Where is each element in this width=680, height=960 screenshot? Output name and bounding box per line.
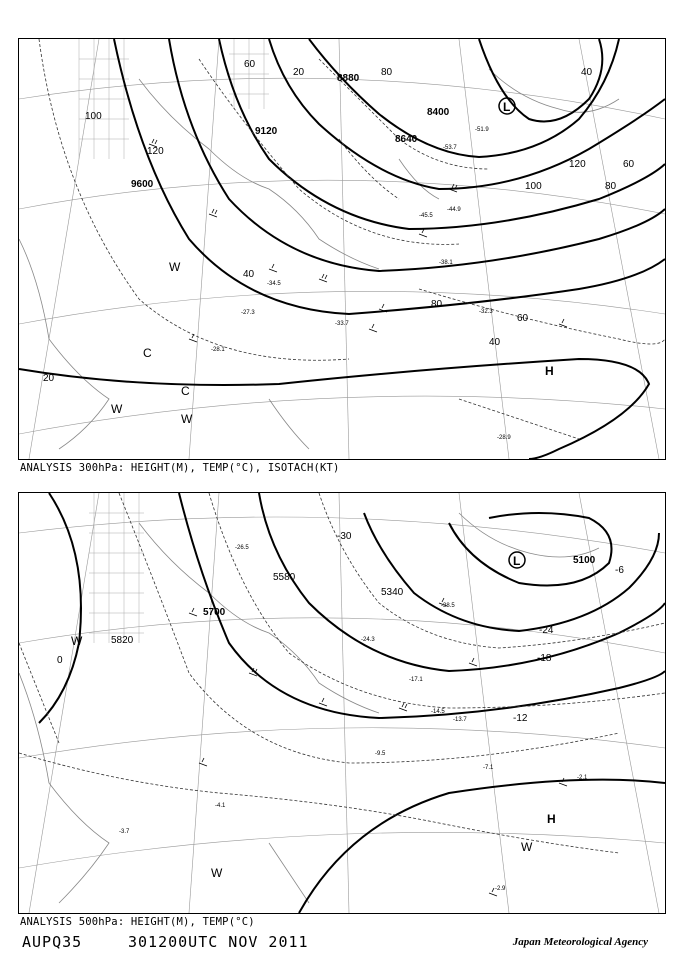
graticule-300 xyxy=(19,39,665,459)
isotach-label: 80 xyxy=(605,181,617,192)
warm-center-marker: W xyxy=(169,260,181,274)
station-temp: -3.7 xyxy=(119,829,130,835)
low-center-marker: L xyxy=(503,100,511,114)
warm-center-marker: W xyxy=(181,412,193,426)
station-temp: -14.5 xyxy=(431,709,445,715)
station-temp: -28.9 xyxy=(497,435,511,441)
agency-name: Japan Meteorological Agency xyxy=(512,936,648,948)
station-temp: -7.1 xyxy=(483,765,494,771)
height-label: 5820 xyxy=(111,635,134,646)
hatch-300 xyxy=(79,39,269,159)
cold-center-marker: C xyxy=(181,384,190,398)
station-temp: -9.5 xyxy=(375,751,386,757)
isotach-contours-300 xyxy=(39,39,665,439)
low-center-marker: L xyxy=(513,554,521,568)
temp-contour-label: -24 xyxy=(539,625,554,636)
station-temp: -53.7 xyxy=(443,145,457,151)
isotach-label: 120 xyxy=(147,146,164,157)
temp-contour-label: -12 xyxy=(513,713,528,724)
valid-time: 301200UTC NOV 2011 xyxy=(128,933,309,951)
height-label: 5700 xyxy=(203,607,226,618)
map-panel-300hpa xyxy=(18,38,666,460)
height-contours-300 xyxy=(19,39,665,459)
warm-center-marker: W xyxy=(111,402,123,416)
isotach-label: 60 xyxy=(517,313,529,324)
hatch-500 xyxy=(89,493,144,643)
station-temp: -2.1 xyxy=(577,775,588,781)
station-temp: -26.5 xyxy=(235,545,249,551)
height-label: 8400 xyxy=(427,107,450,118)
warm-center-marker: W xyxy=(521,840,533,854)
high-center-marker: H xyxy=(547,812,556,826)
isotach-label: 100 xyxy=(525,181,542,192)
graticule-500 xyxy=(19,493,665,913)
isotach-label: 40 xyxy=(581,67,593,78)
warm-center-marker: W xyxy=(211,866,223,880)
station-temp: -51.9 xyxy=(475,127,489,133)
height-label: 8640 xyxy=(395,134,418,145)
station-temp: -38.5 xyxy=(441,603,455,609)
isotach-label: 100 xyxy=(85,111,102,122)
station-temp: -28.1 xyxy=(211,347,225,353)
temp-contour-label: -30 xyxy=(337,531,352,542)
wind-barbs-500 xyxy=(189,598,567,896)
map-panel-500hpa xyxy=(18,492,666,914)
isotach-label: 120 xyxy=(569,159,586,170)
isotach-label: 80 xyxy=(431,299,443,310)
temp-contours-500 xyxy=(19,493,665,853)
temp-contour-label: -6 xyxy=(615,565,624,576)
isotach-label: 60 xyxy=(623,159,635,170)
station-temp: -4.1 xyxy=(215,803,226,809)
warm-center-marker: W xyxy=(71,634,83,648)
station-temp: -34.5 xyxy=(267,281,281,287)
temp-contour-label: -18 xyxy=(537,653,552,664)
station-temp: -24.3 xyxy=(361,637,375,643)
height-label: 8880 xyxy=(337,73,360,84)
isotach-label: 40 xyxy=(243,269,255,280)
height-label: 5580 xyxy=(273,572,296,583)
isotach-label: 60 xyxy=(244,59,256,70)
caption-500hpa: ANALYSIS 500hPa: HEIGHT(M), TEMP(°C) xyxy=(20,916,255,928)
station-temp: -32.3 xyxy=(479,309,493,315)
station-temp: -45.5 xyxy=(419,213,433,219)
map-300hpa-svg xyxy=(19,39,665,459)
isotach-label: 20 xyxy=(293,67,305,78)
station-temp: -38.1 xyxy=(439,260,453,266)
isotach-label: 40 xyxy=(489,337,501,348)
height-label: 9600 xyxy=(131,179,154,190)
height-label: 9120 xyxy=(255,126,278,137)
station-temp: -17.1 xyxy=(409,677,423,683)
station-temp: -44.9 xyxy=(447,207,461,213)
station-temps-300 xyxy=(211,127,511,441)
chart-identifier: AUPQ35 xyxy=(22,933,83,951)
temp-contour-label: 0 xyxy=(57,655,63,666)
height-labels-500 xyxy=(111,555,596,646)
caption-300hpa: ANALYSIS 300hPa: HEIGHT(M), TEMP(°C), ISOTACH(KT) xyxy=(20,462,340,474)
map-500hpa-svg xyxy=(19,493,665,913)
isotach-label: 20 xyxy=(43,373,55,384)
station-temp: -33.7 xyxy=(335,321,349,327)
station-temp: -13.7 xyxy=(453,717,467,723)
high-center-marker: H xyxy=(545,364,554,378)
station-temp: -27.3 xyxy=(241,310,255,316)
cold-center-marker: C xyxy=(143,346,152,360)
height-label: 5100 xyxy=(573,555,596,566)
isotach-label: 80 xyxy=(381,67,393,78)
height-label: 5340 xyxy=(381,587,404,598)
station-temp: -2.9 xyxy=(495,886,506,892)
